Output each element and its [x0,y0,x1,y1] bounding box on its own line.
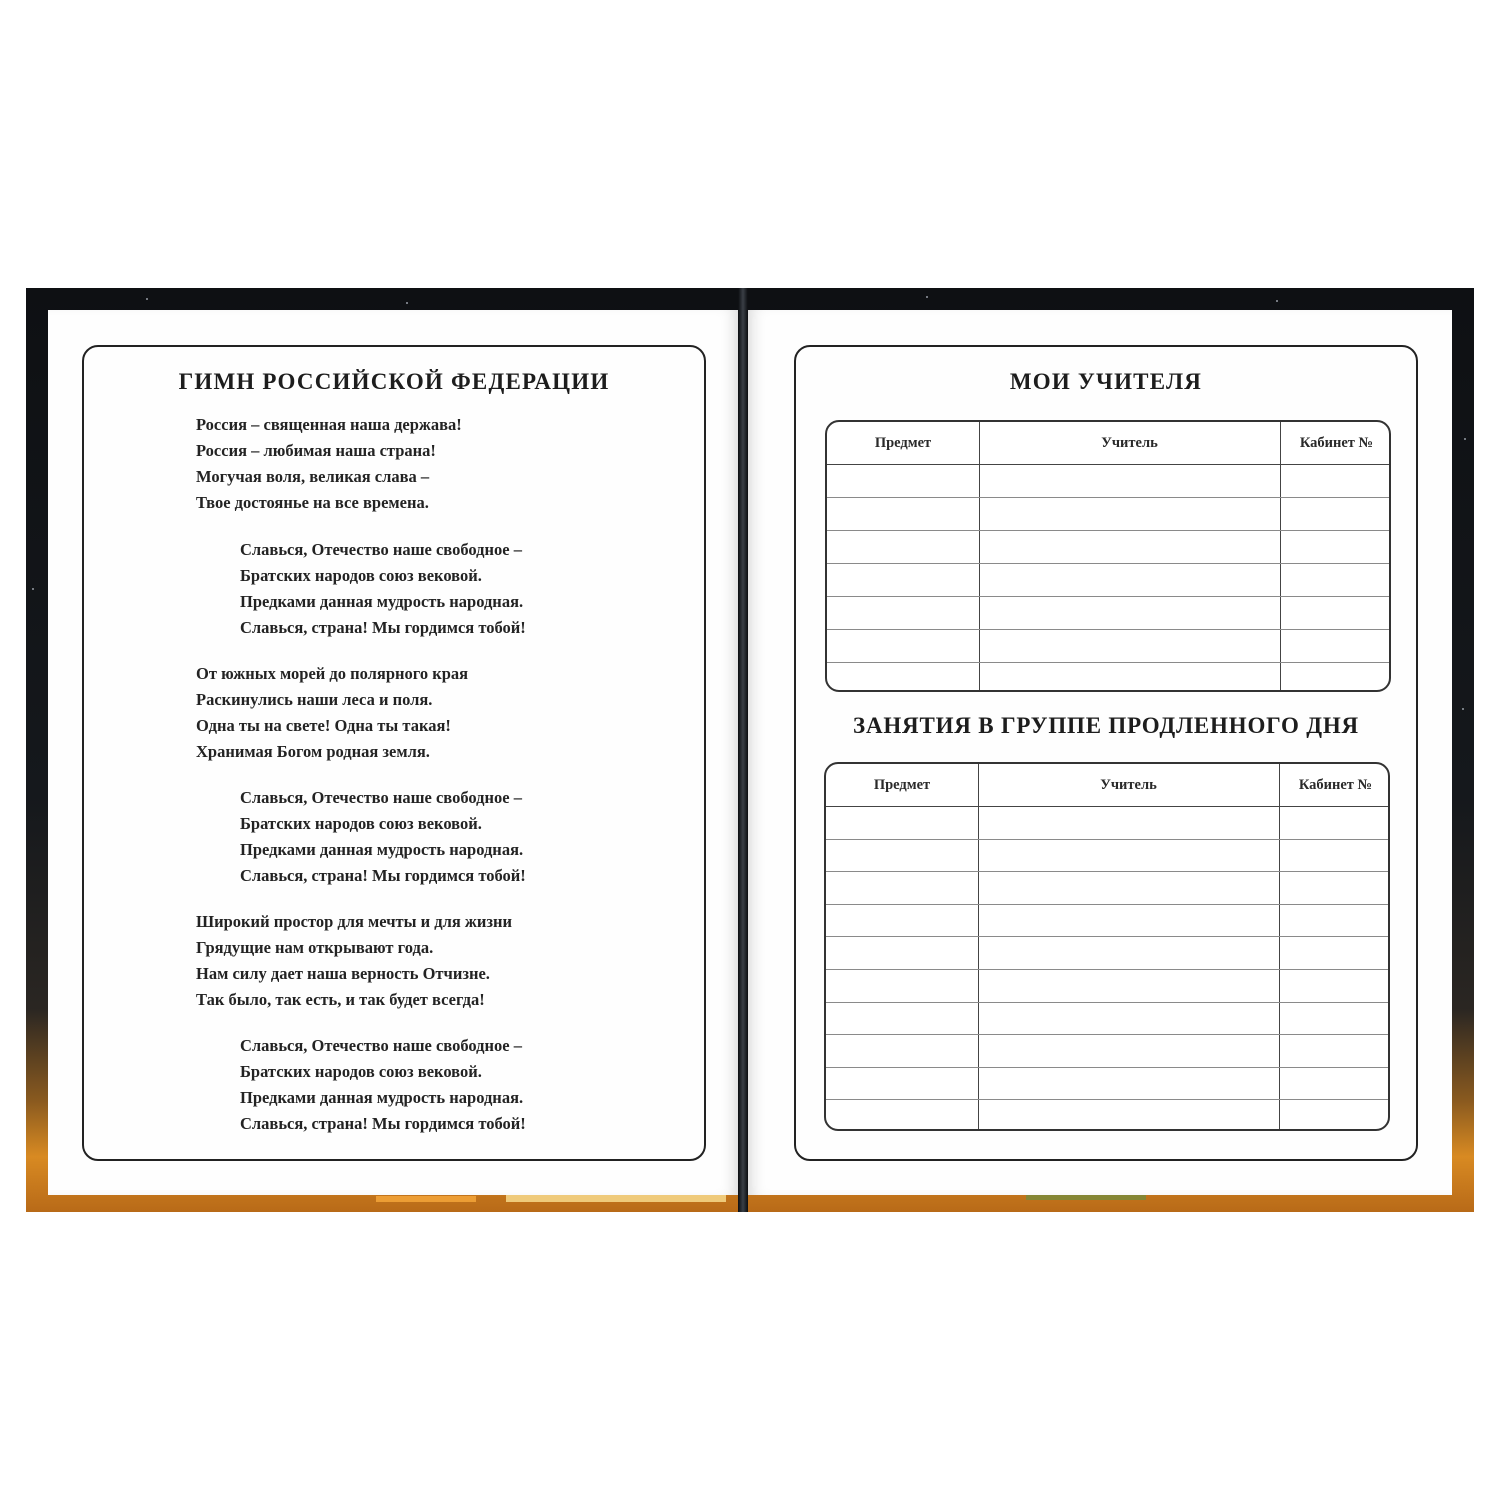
anthem-line: Хранимая Богом родная земля. [196,742,430,761]
anthem-line: Братских народов союз вековой. [240,566,482,585]
column-header-room: Кабинет № [1298,777,1373,793]
anthem-verse-5 [196,909,512,1013]
anthem-chorus-2 [240,537,526,641]
anthem-line: Славься, страна! Мы гордимся тобой! [240,1114,526,1133]
anthem-verse-3 [196,661,468,765]
column-header-subject: Предмет [873,777,931,793]
teachers-title: МОИ УЧИТЕЛЯ [1009,369,1203,394]
anthem-line: Славься, Отечество наше свободное – [240,540,522,559]
table-row[interactable] [826,969,1388,970]
teachers-table [825,420,1391,692]
header-separator [827,464,1389,465]
table-row[interactable] [827,662,1389,663]
anthem-line: Нам силу дает наша верность Отчизне. [196,964,490,983]
table-row[interactable] [827,596,1389,597]
table-row[interactable] [826,1034,1388,1035]
table-row[interactable] [827,563,1389,564]
anthem-line: Предками данная мудрость народная. [240,1088,524,1107]
anthem-line: Славься, страна! Мы гордимся тобой! [240,618,526,637]
left-page [48,310,738,1195]
column-divider [1279,764,1280,1129]
anthem-chorus-4 [240,785,526,889]
right-page [748,310,1452,1195]
anthem-line: От южных морей до полярного края [196,664,469,683]
anthem-title: ГИМН РОССИЙСКОЙ ФЕДЕРАЦИИ [178,369,610,394]
anthem-line: Славься, страна! Мы гордимся тобой! [240,866,526,885]
anthem-line: Одна ты на свете! Одна ты такая! [196,716,451,735]
table-row[interactable] [826,904,1388,905]
anthem-verse-1 [196,412,462,516]
table-row[interactable] [827,629,1389,630]
table-row[interactable] [827,530,1389,531]
column-header-teacher: Учитель [1100,777,1157,793]
anthem-line: Широкий простор для мечты и для жизни [196,912,513,931]
anthem-line: Россия – любимая наша страна! [196,441,436,460]
column-header-teacher: Учитель [1101,435,1158,451]
table-row[interactable] [826,871,1388,872]
anthem-frame [82,345,706,1161]
column-divider [979,422,980,690]
column-divider [1280,422,1281,690]
after-school-title: ЗАНЯТИЯ В ГРУППЕ ПРОДЛЕННОГО ДНЯ [853,713,1359,738]
anthem-line: Предками данная мудрость народная. [240,592,524,611]
column-header-room: Кабинет № [1299,435,1374,451]
anthem-line: Братских народов союз вековой. [240,814,482,833]
anthem-line: Предками данная мудрость народная. [240,840,524,859]
table-row[interactable] [827,497,1389,498]
anthem-line: Твое достоянье на все времена. [196,493,429,512]
column-header-subject: Предмет [874,435,932,451]
table-row[interactable] [826,1067,1388,1068]
after-school-table [824,762,1390,1131]
anthem-line: Россия – священная наша держава! [196,415,462,434]
anthem-line: Могучая воля, великая слава – [196,467,430,486]
column-divider [978,764,979,1129]
table-row[interactable] [826,1002,1388,1003]
anthem-line: Так было, так есть, и так будет всегда! [196,990,485,1009]
anthem-line: Славься, Отечество наше свободное – [240,1036,522,1055]
table-row[interactable] [826,936,1388,937]
book-spine-gutter [738,288,748,1212]
table-row[interactable] [826,1099,1388,1100]
anthem-line: Братских народов союз вековой. [240,1062,482,1081]
anthem-line: Грядущие нам открывают года. [196,938,434,957]
tables-frame [794,345,1418,1161]
table-row[interactable] [826,839,1388,840]
anthem-line: Раскинулись наши леса и поля. [196,690,433,709]
anthem-line: Славься, Отечество наше свободное – [240,788,522,807]
header-separator [826,806,1388,807]
anthem-chorus-6 [240,1033,526,1137]
